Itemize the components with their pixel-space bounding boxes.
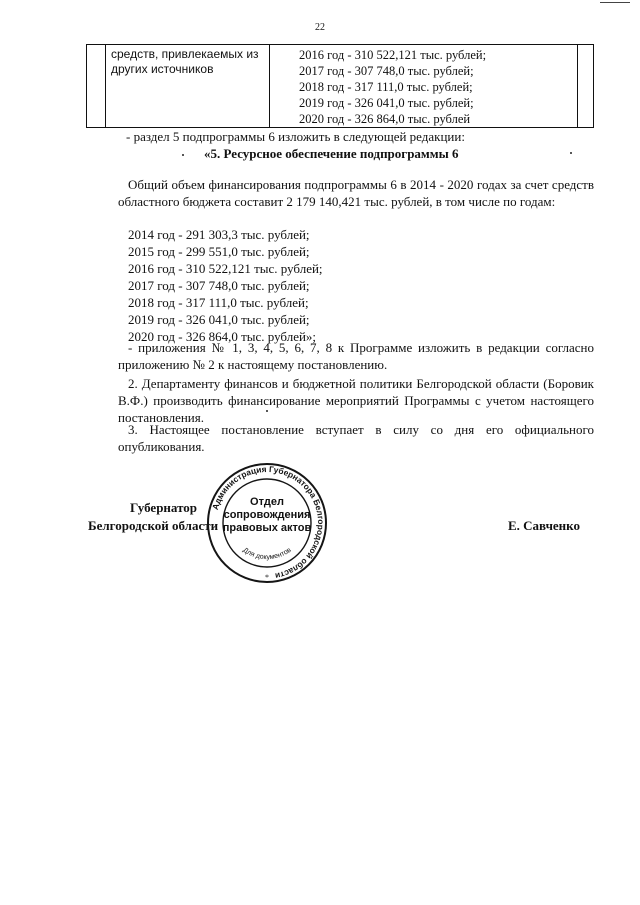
table-divider	[269, 45, 270, 127]
item-3-text: 3. Настоящее постановление вступает в силу со дня его официального опубликования.	[118, 422, 594, 454]
table-divider	[105, 45, 106, 127]
page-number: 22	[315, 22, 325, 33]
item-3-paragraph	[118, 421, 594, 455]
stamp-center-text: Отдел сопровождения правовых актов	[222, 496, 312, 534]
appendix-paragraph-text: - приложения № 1, 3, 4, 5, 6, 7, 8 к Программе изложить в редакции согласно приложению № 2 к настоящему постановлению.	[118, 340, 594, 372]
appendix-paragraph	[118, 339, 594, 373]
table-source-cell: средств, привлекаемых из других источников	[111, 47, 259, 76]
year-line: 2017 год - 307 748,0 тыс. рублей;	[128, 278, 310, 293]
stamp-outer-text-path: Администрация Губернатора Белгородской области	[209, 463, 327, 582]
signature-name: Е. Савченко	[508, 518, 580, 533]
financing-paragraph-text: Общий объем финансирования подпрограммы 6 в 2014 - 2020 годах за счет средств областного бюджета составит 2 179 140,421 тыс. рублей, в том числе по годам:	[118, 177, 594, 209]
intro-line: - раздел 5 подпрограммы 6 изложить в следующей редакции:	[126, 129, 465, 144]
table-amount-line: 2019 год - 326 041,0 тыс. рублей;	[299, 96, 474, 110]
table-amount-line: 2018 год - 317 111,0 тыс. рублей;	[299, 80, 473, 94]
scan-speck	[570, 152, 572, 154]
table-amount-line: 2016 год - 310 522,121 тыс. рублей;	[299, 48, 487, 62]
scan-speck	[266, 410, 268, 412]
signature-title-line2: Белгородской области	[88, 518, 219, 533]
stamp-bottom-text-path: Для документов	[241, 546, 293, 562]
table-amounts-cell	[299, 47, 569, 127]
table-amount-line: 2020 год - 326 864,0 тыс. рублей	[299, 112, 471, 126]
table-divider	[577, 45, 578, 127]
signature-title-line1: Губернатор	[130, 500, 198, 515]
financing-paragraph	[118, 176, 594, 210]
stamp-bottom-text	[241, 547, 292, 562]
section-heading: «5. Ресурсное обеспечение подпрограммы 6	[204, 146, 459, 161]
item-2-text: 2. Департаменту финансов и бюджетной политики Белгородской области (Боровик В.Ф.) производить финансирование мероприятий Программы с учетом настоящего постановления.	[118, 376, 594, 425]
year-line: 2018 год - 317 111,0 тыс. рублей;	[128, 295, 309, 310]
year-line: 2016 год - 310 522,121 тыс. рублей;	[128, 261, 323, 276]
scan-speck	[182, 154, 184, 156]
top-edge-rule	[600, 2, 630, 3]
year-line: 2014 год - 291 303,3 тыс. рублей;	[128, 227, 310, 242]
item-2-paragraph	[118, 375, 594, 426]
year-line: 2019 год - 326 041,0 тыс. рублей;	[128, 312, 310, 327]
financing-table	[86, 44, 594, 128]
year-line: 2020 год - 326 864,0 тыс. рублей»;	[128, 329, 317, 344]
table-amount-line: 2017 год - 307 748,0 тыс. рублей;	[299, 64, 474, 78]
year-line: 2015 год - 299 551,0 тыс. рублей;	[128, 244, 310, 259]
stamp-star-icon: *	[265, 573, 269, 582]
